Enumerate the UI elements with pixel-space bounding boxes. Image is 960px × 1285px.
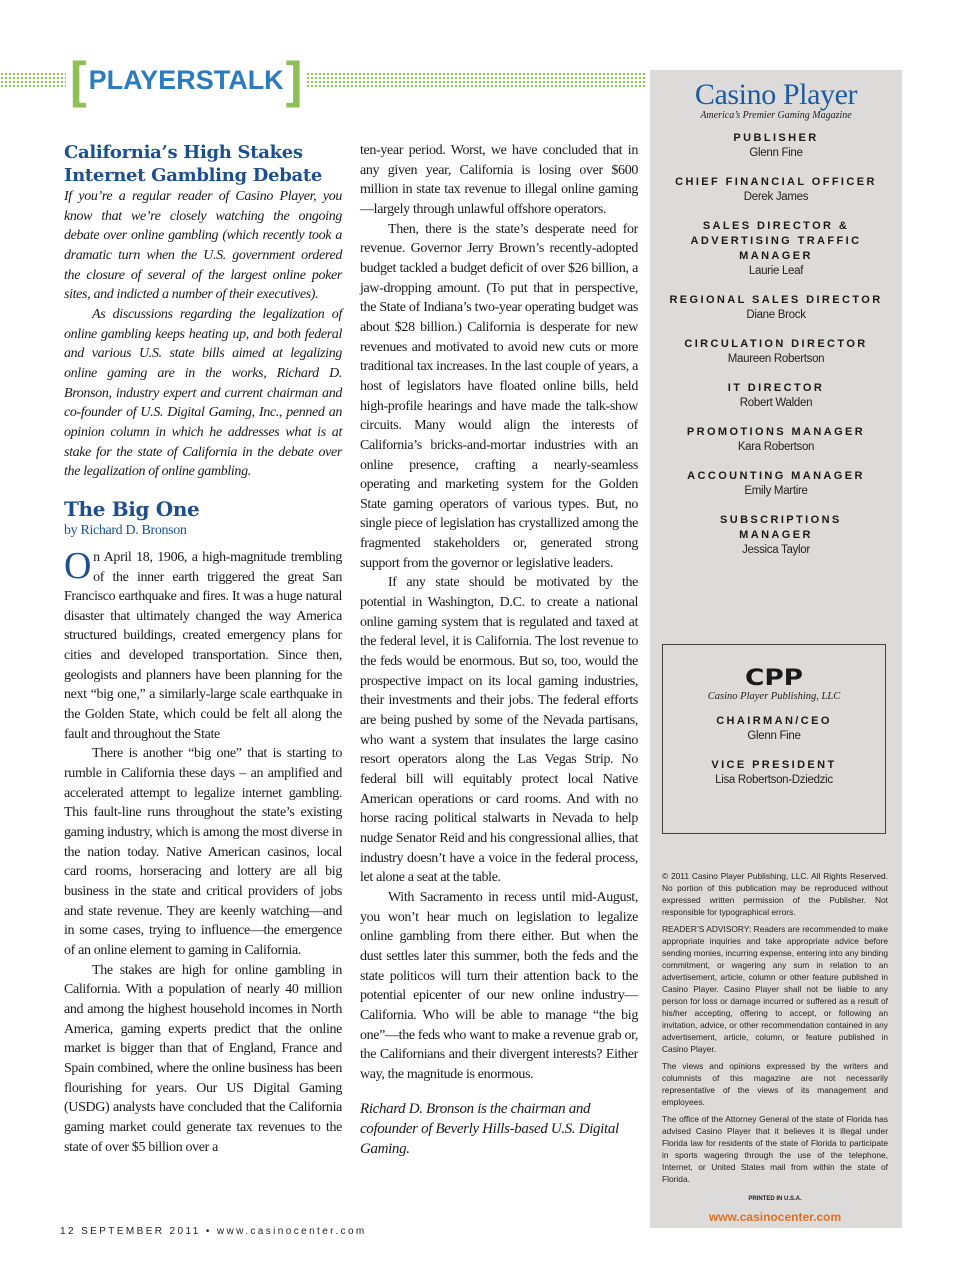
publisher-person: Glenn Fine	[747, 730, 801, 742]
staff-role: IT DIRECTOR	[727, 382, 825, 394]
magazine-logo: Casino Player	[694, 78, 858, 111]
staff-role: CIRCULATION DIRECTOR	[684, 338, 868, 350]
drop-cap: O	[64, 544, 92, 587]
column-middle	[360, 141, 638, 1159]
website-link[interactable]: www.casinocenter.com	[708, 1210, 842, 1224]
section-title: PLAYERSTALK	[88, 64, 284, 95]
publisher-name: Casino Player Publishing, LLC	[707, 691, 841, 702]
author-bio: Richard D. Bronson is the chairman and cofounder of Beverly Hills-based U.S. Digital Gaming.	[360, 1100, 619, 1157]
body-paragraph-1	[64, 544, 342, 745]
section-header	[70, 52, 303, 108]
staff-name: Maureen Robertson	[727, 353, 825, 365]
article-title: The Big One	[64, 496, 200, 521]
staff-role: PUBLISHER	[733, 132, 819, 144]
fine-print	[662, 870, 888, 1223]
magazine-tagline: America’s Premier Gaming Magazine	[700, 110, 852, 121]
article-headline: California’s High Stakes Internet Gambling Debate	[64, 142, 323, 186]
staff-role: ACCOUNTING MANAGER	[687, 470, 865, 482]
staff-name: Kara Robertson	[737, 441, 815, 453]
views-disclaimer: The views and opinions expressed by the writers and columnists of this magazine are not necessarily representative of the views of its management and employees.	[662, 1061, 888, 1107]
staff-role: CHIEF FINANCIAL OFFICER	[675, 176, 877, 188]
readers-advisory: READER’S ADVISORY: Readers are recommended to make appropriate inquiries and take appropriate advice before sending monies, incurring expense, entering into any binding commitment, or wagering any sum in relation to an advertisement, article, column or other feature published in Casino Player. Casino Player shall not be liable to any person for loss or damage incurred or suffered as a result of his/her accepting, offering to accept, or following an invitation, advice, or other recommendation contained in any advertisement, article, column, or feature published in Casino Player.	[662, 924, 888, 1054]
staff-name: Robert Walden	[739, 397, 813, 409]
staff-name: Jessica Taylor	[742, 544, 810, 556]
page-footer: 12 SEPTEMBER 2011 • www.casinocenter.com	[60, 1226, 367, 1237]
publisher-person: Lisa Robertson-Dziedzic	[715, 774, 833, 786]
intro-paragraph-1: If you’re a regular reader of Casino Player, you know that we’re closely watching the ongoing debate over online gambling (which recently took a dramatic turn when the U.S. government ordered the closure of several of the largest online poker sites, and indicted a number of their executives).	[64, 189, 342, 303]
staff-role: SALES DIRECTOR & ADVERTISING TRAFFIC MANAGER	[690, 220, 862, 262]
staff-name: Laurie Leaf	[748, 265, 804, 277]
header-dots-left	[0, 72, 66, 88]
masthead-sidebar	[650, 70, 902, 1228]
staff-name: Emily Martire	[744, 485, 808, 497]
bracket-right: ]	[285, 52, 303, 108]
publisher-role: VICE PRESIDENT	[711, 759, 837, 771]
body-paragraph-5: Then, there is the state’s desperate need for revenue. Governor Jerry Brown’s recently-adopted budget tackled a budget deficit of over $26 billion, a jaw-dropping amount. (To put that in perspective, the State of Indiana’s two-year operating budget was about $28 billion.) California is desperate for new revenues and motivated to avoid new cuts or more traditional tax increases. In the last couple of years, a host of legislators have floated online bills, held high-profile hearings and have made the talk-show circuits. Many would align the interests of California’s bricks-and-mortar industries with an online presence, crafting a nearly-seamless operating and marketing system for the Golden State gaming operators of various types. But, no single piece of legislation has crystallized among the fragmented stakeholders or, generated strong support from the governor or legislative leaders.	[360, 221, 638, 571]
body-paragraph-2: There is another “big one” that is starting to rumble in California these days – an amplified and accelerated attempt to legalize internet gambling. This fault-line runs throughout the state’s existing gaming industry, which is among the most diverse in the nation today. Native American casinos, local card rooms, horseracing and lottery are all big business in the state and critical providers of jobs and state revenue. They are keenly watching—and in some cases, trying to influence—the emergence of an online element to gaming in California.	[64, 746, 342, 958]
staff-list	[650, 131, 902, 558]
publisher-role: CHAIRMAN/CEO	[716, 715, 832, 727]
body-paragraph-3: The stakes are high for online gambling in California. With a population of nearly 40 million and among the highest household incomes in North America, gaming experts predict that the online market is bigger than that of England, France and Spain combined, where the online business has been flourishing for years. Our US Digital Gaming (USDG) analysts have concluded that the California gaming market could generate tax revenues to the state of over $5 billion over a	[64, 962, 342, 1155]
body-paragraph-6: If any state should be motivated by the potential in Washington, D.C. to create a national online gaming system that is regulated and taxed at the federal level, it is California. The lost revenue to the feds would be enormous. But so, too, would the prospective impact on its local gaming industries, their investments and their jobs. The federal efforts are being pushed by some of the Nevada partisans, who want a system that insulates the large casino resort operators along the Las Vegas Strip. No federal bill will equitably protect local Native American operations or card rooms. And with no horse racing political stalwarts in Nevada to help nudge Senator Reid and his congressional allies, that industry doesn’t have a voice in the federal process, let alone a seat at the table.	[360, 575, 638, 886]
cpp-logo: CPP	[744, 666, 804, 691]
intro-paragraph-2: As discussions regarding the legalization of online gambling keeps heating up, and both federal and various U.S. state bills aimed at legalizing online gaming are in the works, Richard D. Bronson, industry expert and current chairman and co-founder of U.S. Digital Gaming, Inc., penned an opinion column in which he addresses what is at stake for the state of California in the debate over the legalization of online gambling.	[64, 306, 342, 480]
body-paragraph-7: With Sacramento in recess until mid-August, you won’t hear much on legislation to legalize online gambling from there either. But when the dust settles later this summer, both the feds and the state politicos will turn their attention back to the potential epicenter of our new online industry—California. Who will be able to manage “the big one”—the feds who want to make a revenue grab or, the Californians and their divergent interests? Either way, the magnitude is enormous.	[360, 889, 638, 1082]
byline: by Richard D. Bronson	[64, 522, 187, 538]
staff-name: Diane Brock	[746, 309, 806, 321]
publisher-box	[662, 644, 886, 834]
staff-name: Glenn Fine	[749, 147, 803, 159]
florida-notice: The office of the Attorney General of the state of Florida has advised Casino Player that it believes it is illegal under Florida law for residents of the state of Florida to participate in sports wagering through the use of the telephone, Internet, or United States mail from within the state of Florida.	[662, 1114, 888, 1184]
bracket-left: [	[70, 52, 87, 108]
header-dots-right	[306, 72, 646, 88]
body-paragraph-4: ten-year period. Worst, we have concluded that in any given year, California is losing over $600 million in state tax revenue to illegal online gaming —largely through unlawful offshore operators.	[360, 143, 638, 217]
staff-name: Derek James	[743, 191, 809, 203]
staff-role: PROMOTIONS MANAGER	[686, 426, 866, 438]
staff-role: SUBSCRIPTIONS MANAGER	[720, 514, 842, 541]
copyright-notice: © 2011 Casino Player Publishing, LLC. All Rights Reserved. No portion of this publication may be reproduced without expressed written permission of the Publisher. Not responsible for typographical errors.	[662, 871, 888, 917]
column-left	[64, 141, 342, 1157]
body-paragraph-1-text: n April 18, 1906, a high-magnitude trembling of the inner earth triggered the great San Francisco earthquake and fires. It was a huge natural disaster that ultimately changed the way America structured buildings, created emergency plans for cities and developed transportation. Since then, geologists and planners have been planning for the next “big one,” a similarly-large scale earthquake in the Golden State, which could be felt all along the fault and throughout the State	[64, 549, 342, 742]
printed-in-usa: PRINTED IN U.S.A.	[748, 1196, 802, 1202]
staff-role: REGIONAL SALES DIRECTOR	[669, 294, 883, 306]
